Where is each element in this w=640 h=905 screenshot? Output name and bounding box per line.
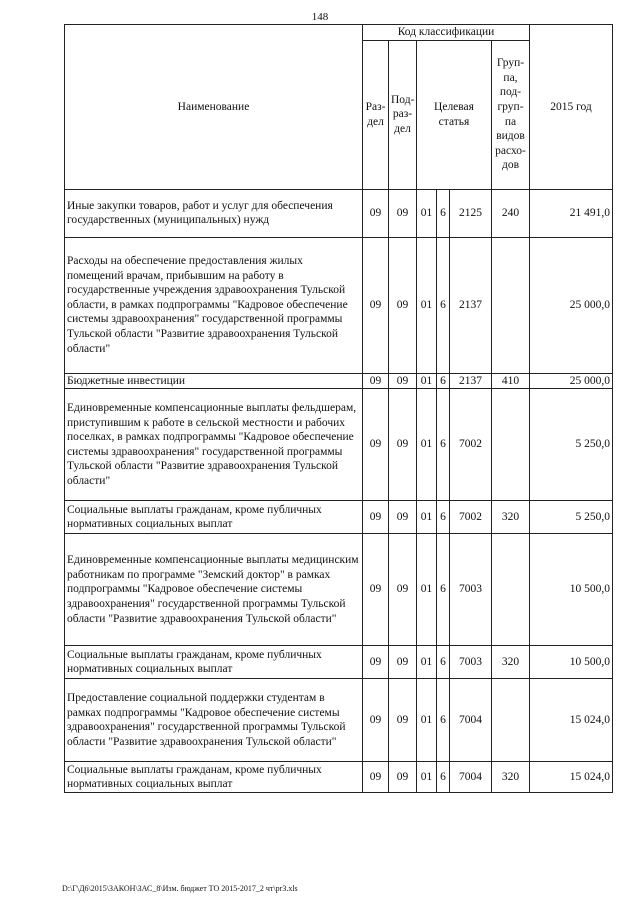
row-amount: 10 500,0	[530, 534, 613, 646]
budget-table	[64, 24, 613, 793]
row-podrazdel: 09	[389, 373, 417, 389]
row-target-code: 7002	[450, 501, 492, 534]
row-podrazdel: 09	[389, 534, 417, 646]
row-target-program: 01	[417, 679, 437, 762]
row-amount: 25 000,0	[530, 237, 613, 373]
row-razdel: 09	[363, 534, 389, 646]
row-target-code: 2137	[450, 237, 492, 373]
row-razdel: 09	[363, 646, 389, 679]
table-header	[65, 25, 613, 190]
row-amount: 25 000,0	[530, 373, 613, 389]
row-target-subprogram: 6	[437, 501, 450, 534]
row-razdel: 09	[363, 389, 389, 501]
row-expense-type: 410	[492, 373, 530, 389]
row-name: Социальные выплаты гражданам, кроме публичных нормативных социальных выплат	[65, 501, 363, 534]
table-row	[65, 646, 613, 679]
row-podrazdel: 09	[389, 189, 417, 237]
row-target-subprogram: 6	[437, 762, 450, 793]
table-row	[65, 534, 613, 646]
row-target-code: 2125	[450, 189, 492, 237]
row-target-program: 01	[417, 389, 437, 501]
header-podrazdel: Под- раз- дел	[389, 40, 417, 189]
row-target-subprogram: 6	[437, 389, 450, 501]
row-razdel: 09	[363, 189, 389, 237]
table-row	[65, 762, 613, 793]
row-podrazdel: 09	[389, 762, 417, 793]
row-razdel: 09	[363, 373, 389, 389]
row-amount: 15 024,0	[530, 679, 613, 762]
row-amount: 15 024,0	[530, 762, 613, 793]
row-name: Предоставление социальной поддержки студентам в рамках подпрограммы "Кадровое обеспечение системы здравоохранения" государственной программы Тульской области "Развитие здравоохранения Тульской области"	[65, 679, 363, 762]
row-expense-type	[492, 679, 530, 762]
row-target-subprogram: 6	[437, 534, 450, 646]
row-podrazdel: 09	[389, 237, 417, 373]
table-row	[65, 373, 613, 389]
header-group: Груп- па, под- груп- па видов расхо- дов	[492, 40, 530, 189]
row-target-program: 01	[417, 646, 437, 679]
row-razdel: 09	[363, 237, 389, 373]
table-row	[65, 501, 613, 534]
row-amount: 5 250,0	[530, 501, 613, 534]
header-name: Наименование	[65, 25, 363, 190]
table-row	[65, 189, 613, 237]
row-name: Иные закупки товаров, работ и услуг для обеспечения государственных (муниципальных) нужд	[65, 189, 363, 237]
page-number: 148	[311, 11, 329, 23]
row-target-code: 2137	[450, 373, 492, 389]
row-target-subprogram: 6	[437, 237, 450, 373]
row-podrazdel: 09	[389, 679, 417, 762]
row-expense-type: 320	[492, 646, 530, 679]
header-target: Целевая статья	[417, 40, 492, 189]
row-expense-type	[492, 389, 530, 501]
header-razdel: Раз- дел	[363, 40, 389, 189]
row-podrazdel: 09	[389, 389, 417, 501]
row-target-program: 01	[417, 237, 437, 373]
row-target-code: 7003	[450, 534, 492, 646]
row-target-code: 7003	[450, 646, 492, 679]
row-expense-type: 320	[492, 501, 530, 534]
row-name: Социальные выплаты гражданам, кроме публичных нормативных социальных выплат	[65, 762, 363, 793]
row-target-code: 7004	[450, 679, 492, 762]
row-razdel: 09	[363, 679, 389, 762]
header-code: Код классификации	[363, 25, 530, 41]
row-podrazdel: 09	[389, 646, 417, 679]
table-row	[65, 237, 613, 373]
row-target-program: 01	[417, 762, 437, 793]
row-target-subprogram: 6	[437, 646, 450, 679]
row-target-code: 7004	[450, 762, 492, 793]
row-podrazdel: 09	[389, 501, 417, 534]
row-target-program: 01	[417, 534, 437, 646]
row-amount: 10 500,0	[530, 646, 613, 679]
row-name: Единовременные компенсационные выплаты фельдшерам, приступившим к работе в сельской местности и рабочих поселках, в рамках подпрограммы "Кадровое обеспечение системы здравоохранения" государственной программы Тульской области "Развитие здравоохранения Тульской области"	[65, 389, 363, 501]
row-amount: 21 491,0	[530, 189, 613, 237]
table-body	[65, 189, 613, 793]
row-razdel: 09	[363, 762, 389, 793]
row-expense-type	[492, 534, 530, 646]
row-amount: 5 250,0	[530, 389, 613, 501]
row-name: Социальные выплаты гражданам, кроме публичных нормативных социальных выплат	[65, 646, 363, 679]
row-target-program: 01	[417, 501, 437, 534]
row-target-code: 7002	[450, 389, 492, 501]
table-row	[65, 389, 613, 501]
row-target-subprogram: 6	[437, 189, 450, 237]
header-year: 2015 год	[530, 25, 613, 190]
row-target-program: 01	[417, 189, 437, 237]
file-path-footer: D:\Г\Д6\2015\ЗАКОН\ЗАС_8\Изм. бюджет ТО 2015-2017_2 чт\pr3.xls	[62, 884, 298, 893]
row-name: Единовременные компенсационные выплаты медицинским работникам по программе "Земский доктор" в рамках подпрограммы "Кадровое обеспечение системы здравоохранения" государственной программы Тульской области "Развитие здравоохранения Тульской области"	[65, 534, 363, 646]
row-expense-type: 320	[492, 762, 530, 793]
row-expense-type	[492, 237, 530, 373]
row-name: Расходы на обеспечение предоставления жилых помещений врачам, прибывшим на работу в государственные учреждения здравоохранения Тульской области, в рамках подпрограммы "Кадровое обеспечение системы здравоохранения" государственной программы Тульской области "Развитие здравоохранения Тульской области"	[65, 237, 363, 373]
row-target-subprogram: 6	[437, 679, 450, 762]
table-row	[65, 679, 613, 762]
row-target-program: 01	[417, 373, 437, 389]
row-name: Бюджетные инвестиции	[65, 373, 363, 389]
row-target-subprogram: 6	[437, 373, 450, 389]
row-razdel: 09	[363, 501, 389, 534]
row-expense-type: 240	[492, 189, 530, 237]
